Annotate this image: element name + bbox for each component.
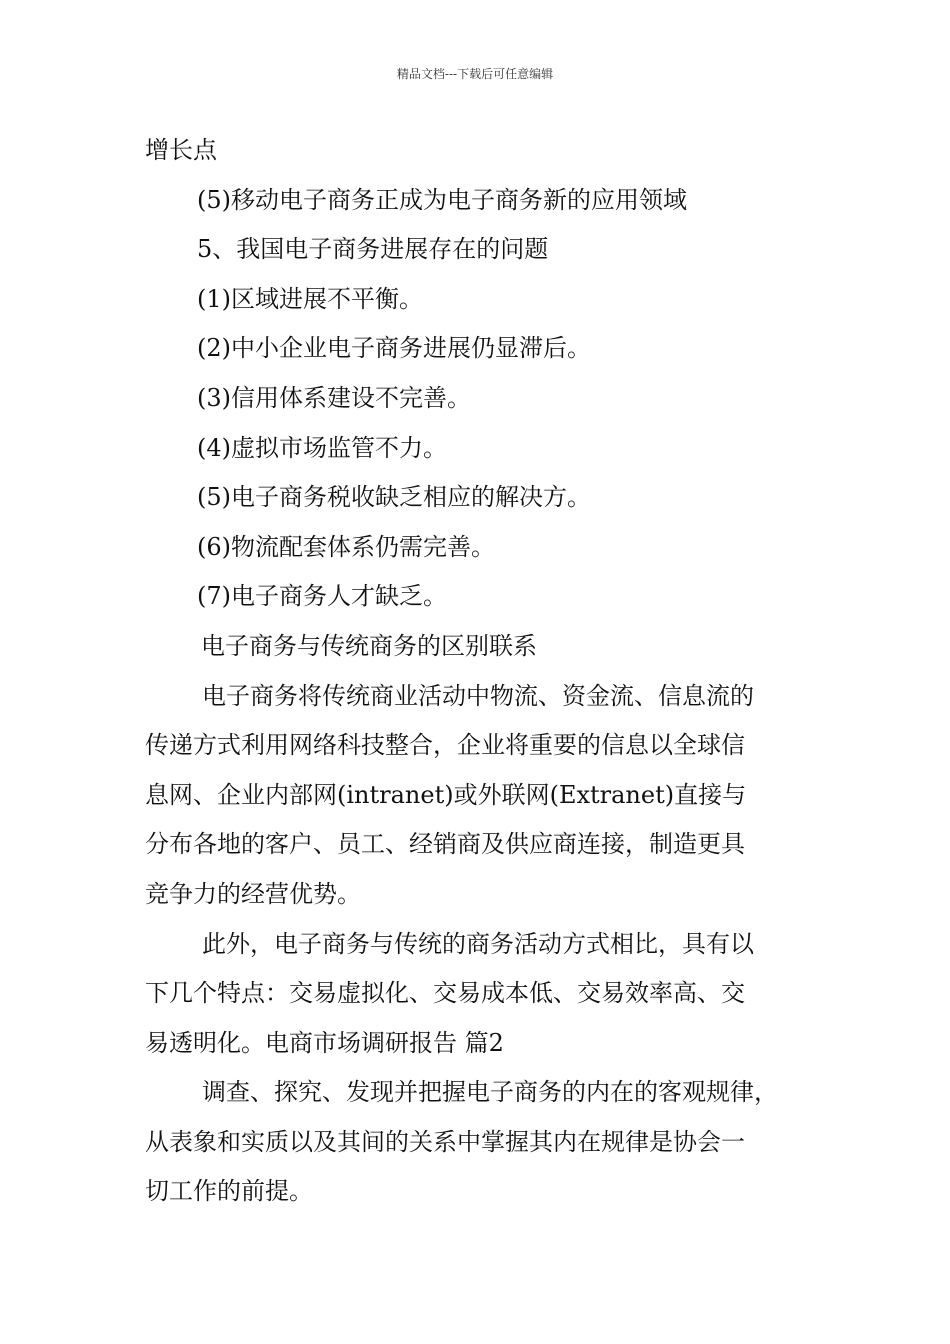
section-heading: 电子商务与传统商务的区别联系	[201, 631, 537, 660]
text-line: 竞争力的经营优势。	[145, 879, 361, 908]
text-line: 切工作的前提。	[145, 1177, 313, 1206]
text-line: (2)中小企业电子商务进展仍显滞后。	[197, 334, 591, 363]
page-header: 精品文档---下载后可任意编辑	[396, 67, 554, 81]
text-line: 传递方式利用网络科技整合，企业将重要的信息以全球信	[145, 731, 745, 760]
text-line: (4)虚拟市场监管不力。	[197, 433, 447, 462]
text-line: (5)移动电子商务正成为电子商务新的应用领域	[197, 185, 687, 214]
text-line: (5)电子商务税收缺乏相应的解决方。	[197, 483, 591, 512]
text-line: 5、我国电子商务进展存在的问题	[197, 235, 549, 264]
text-line: 调查、探究、发现并把握电子商务的内在的客观规律，	[202, 1078, 778, 1107]
text-line: (7)电子商务人才缺乏。	[197, 582, 447, 611]
text-line: 增长点	[145, 136, 217, 164]
document-body	[145, 126, 810, 1217]
text-line: 下几个特点：交易虚拟化、交易成本低、交易效率高、交	[145, 979, 745, 1008]
text-line: 易透明化。电商市场调研报告 篇2	[145, 1028, 504, 1057]
text-line: 电子商务将传统商业活动中物流、资金流、信息流的	[202, 681, 754, 710]
text-line: 息网、企业内部网(intranet)或外联网(Extranet)直接与	[145, 780, 747, 809]
text-line: 此外，电子商务与传统的商务活动方式相比，具有以	[202, 929, 754, 958]
text-line: 分布各地的客户、员工、经销商及供应商连接，制造更具	[145, 830, 745, 859]
text-line: 从表象和实质以及其间的关系中掌握其内在规律是协会一	[145, 1127, 745, 1156]
text-line: (1)区域进展不平衡。	[197, 284, 423, 313]
text-line: (6)物流配套体系仍需完善。	[197, 532, 495, 561]
text-line: (3)信用体系建设不完善。	[197, 383, 471, 412]
